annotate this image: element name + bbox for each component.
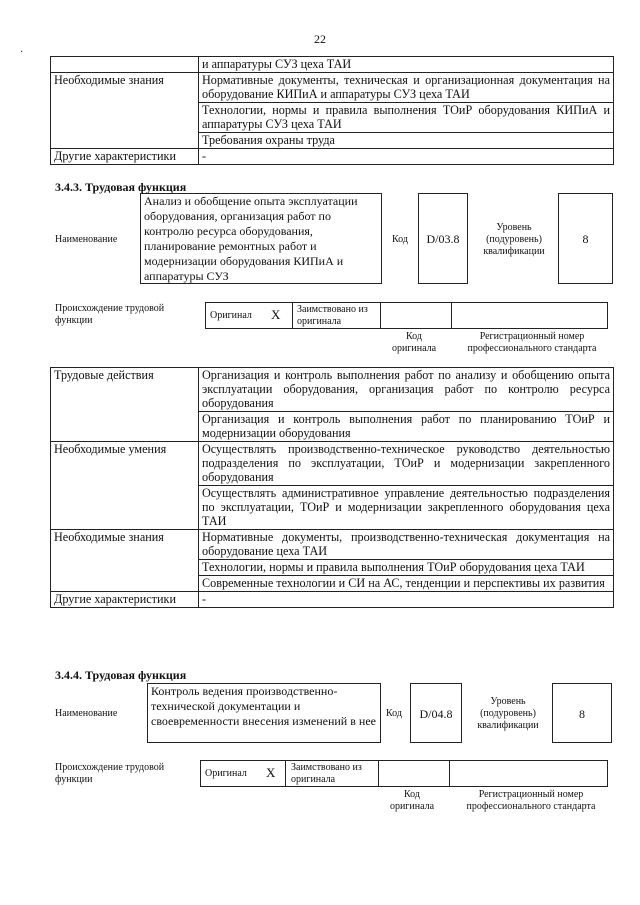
row-label: Необходимые знания bbox=[51, 73, 199, 149]
table-cell: Нормативные документы, производственно-техническая документация на оборудование цеха ТАИ bbox=[199, 530, 614, 560]
code-label: Код bbox=[386, 708, 402, 719]
qualification-level: 8 bbox=[552, 683, 612, 743]
level-label: Уровень (подуровень) квалификации bbox=[483, 222, 545, 257]
function-name: Контроль ведения производственно-технической документации и своевременности внесения изменений в нее bbox=[147, 683, 381, 743]
table-cell: и аппаратуры СУЗ цеха ТАИ bbox=[199, 57, 614, 73]
table-cell: Современные технологии и СИ на АС, тенденции и перспективы их развития bbox=[199, 576, 614, 592]
table-row bbox=[51, 592, 614, 608]
page-number: 22 bbox=[314, 32, 326, 46]
table-cell: Технологии, нормы и правила выполнения ТОиР оборудования КИПиА и аппаратуры СУЗ цеха ТАИ bbox=[199, 103, 614, 133]
name-label: Наименование bbox=[55, 234, 118, 245]
table-cell: Нормативные документы, техническая и организационная документация на оборудование КИПиА и аппаратуры СУЗ цеха ТАИ bbox=[199, 73, 614, 103]
table-top bbox=[50, 56, 614, 165]
row-label: Другие характеристики bbox=[51, 592, 199, 608]
code-original-label: Код оригинала bbox=[389, 789, 435, 812]
function-name: Анализ и обобщение опыта эксплуатации оборудования, организация работ по контролю ресурса оборудования, планирование ремонтных работ и модернизации оборудования КИПиА и аппаратуры СУЗ bbox=[140, 193, 382, 284]
table-cell: Осуществлять производственно-техническое руководство деятельностью подразделения по эксплуатации, ТОиР и модернизации закрепленного оборудования bbox=[199, 442, 614, 486]
table-cell: Организация и контроль выполнения работ по планированию ТОиР и модернизации оборудования bbox=[199, 412, 614, 442]
table-cell: Организация и контроль выполнения работ по анализу и обобщению опыта эксплуатации оборудования, организация работ по контролю ресурса оборудования bbox=[199, 368, 614, 412]
original-label: Оригинал bbox=[205, 768, 247, 779]
table-row bbox=[51, 442, 614, 486]
function-code: D/03.8 bbox=[418, 193, 468, 284]
row-label: Трудовые действия bbox=[51, 368, 199, 442]
qualification-level: 8 bbox=[558, 193, 613, 284]
margin-mark: · bbox=[20, 47, 24, 58]
table-row bbox=[51, 368, 614, 412]
code-label: Код bbox=[392, 234, 408, 245]
origin-label: Происхождение трудовой функции bbox=[55, 303, 165, 326]
table-row bbox=[51, 530, 614, 560]
table-cell: - bbox=[199, 149, 614, 165]
section-title: 3.4.4. Трудовая функция bbox=[55, 668, 187, 682]
reg-number-label: Регистрационный номер профессионального стандарта bbox=[466, 789, 596, 812]
name-label: Наименование bbox=[55, 708, 118, 719]
section-title: 3.4.3. Трудовая функция bbox=[55, 180, 187, 194]
row-label: Необходимые умения bbox=[51, 442, 199, 530]
row-label: Необходимые знания bbox=[51, 530, 199, 592]
original-mark: X bbox=[266, 765, 276, 780]
table-cell: Требования охраны труда bbox=[199, 133, 614, 149]
table-cell: Осуществлять административное управление деятельностью подразделения по эксплуатации, ТОиР и модернизации закрепленного оборудования цеха ТАИ bbox=[199, 486, 614, 530]
borrowed-label: Заимствовано из оригинала bbox=[297, 304, 368, 327]
code-original-label: Код оригинала bbox=[391, 331, 437, 354]
origin-label: Происхождение трудовой функции bbox=[55, 762, 165, 785]
row-label: Другие характеристики bbox=[51, 149, 199, 165]
table-cell: - bbox=[199, 592, 614, 608]
table-cell: Технологии, нормы и правила выполнения ТОиР оборудования цеха ТАИ bbox=[199, 560, 614, 576]
table-row bbox=[51, 57, 614, 73]
reg-number-label: Регистрационный номер профессионального стандарта bbox=[467, 331, 597, 354]
level-label: Уровень (подуровень) квалификации bbox=[477, 696, 539, 731]
original-label: Оригинал bbox=[210, 310, 252, 321]
table-row bbox=[51, 73, 614, 103]
function-code: D/04.8 bbox=[410, 683, 462, 743]
table-343 bbox=[50, 367, 614, 608]
original-mark: X bbox=[271, 307, 281, 322]
borrowed-label: Заимствовано из оригинала bbox=[291, 762, 362, 785]
table-row bbox=[51, 149, 614, 165]
